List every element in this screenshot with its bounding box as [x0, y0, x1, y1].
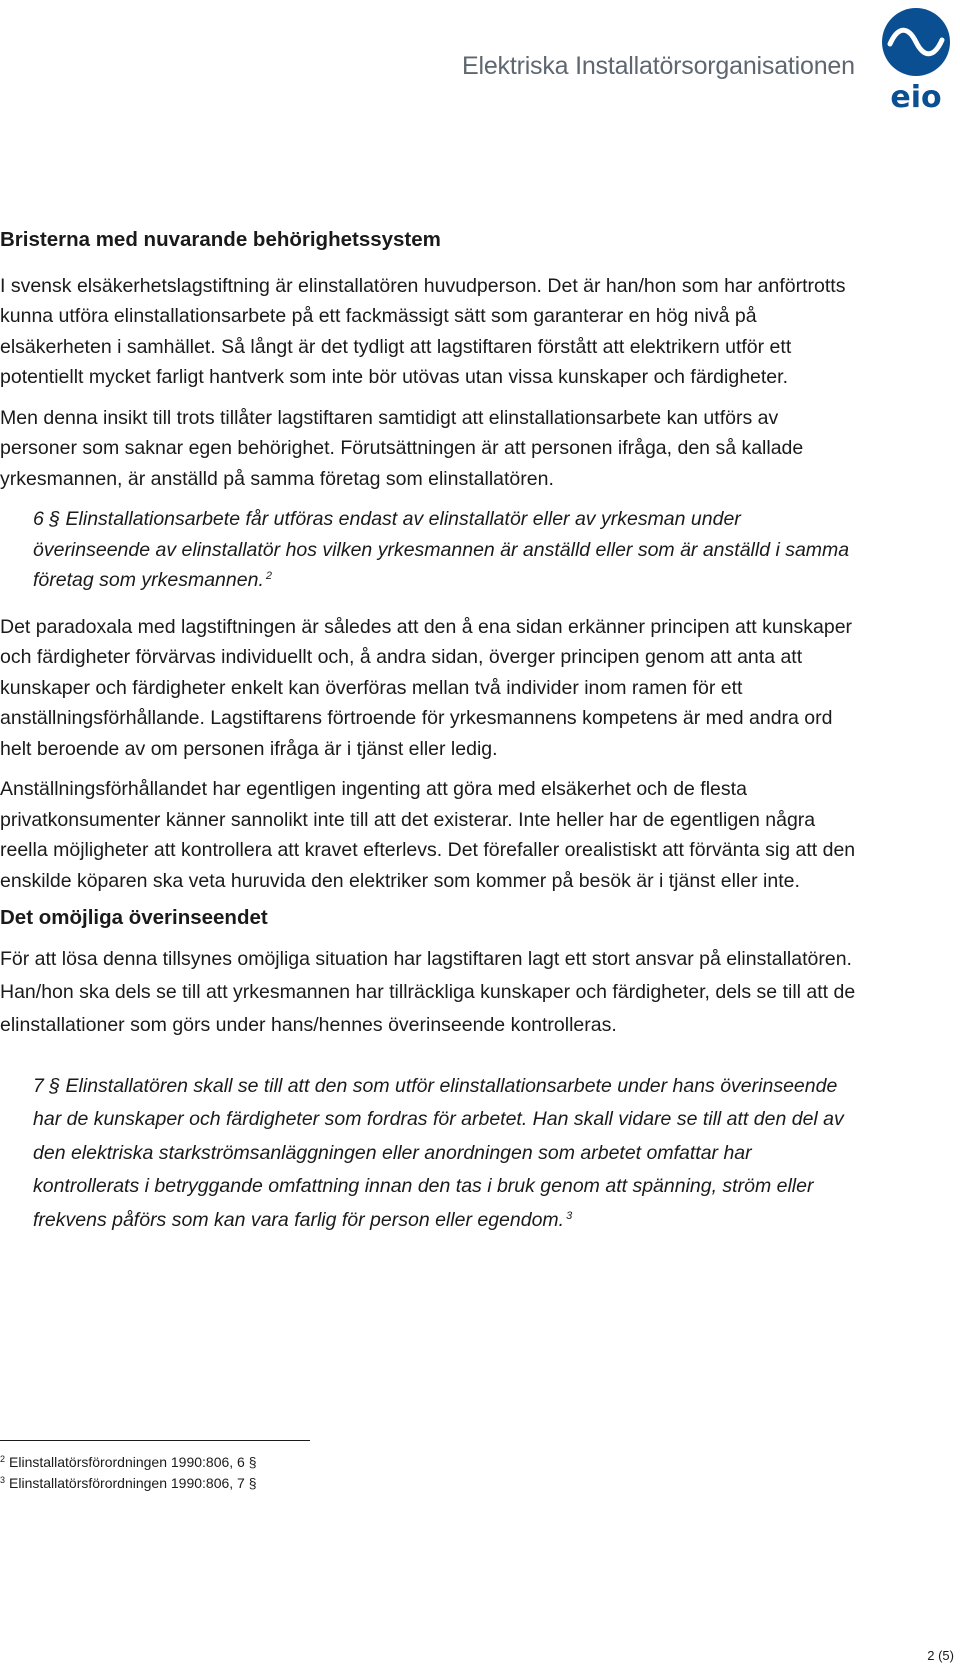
section-heading: Bristerna med nuvarande behörighetssystem	[0, 228, 441, 251]
quote-text: 6 § Elinstallationsarbete får utföras endast av elinstallatör eller av yrkesman under överinseende av elinstallatör hos vilken yrkesmannen är anställd eller som är anställd i samma företag som yrkesmannen.	[33, 508, 850, 592]
footnote-divider	[0, 1440, 310, 1441]
organization-name: Elektriska Installatörsorganisationen	[462, 52, 855, 80]
paragraph: Anställningsförhållandet har egentligen ingenting att göra med elsäkerhet och de flesta privatkonsumenter känner sannolikt inte till att det existerar. Inte heller har de egentligen några reella möjligheter att kontrollera att kravet efterlevs. Det förefaller orealistiskt att förvänta sig att den enskilde köparen ska veta huruvida den elektriker som kommer på besök är i tjänst eller inte.	[0, 778, 856, 892]
paragraph: I svensk elsäkerhetslagstiftning är elinstallatören huvudperson. Det är han/hon som har anförtrotts kunna utföra elinstallationsarbete på ett fackmässigt sätt som garanterar en hög nivå på elsäkerheten i samhället. Så långt är det tydligt att lagstiftaren förstått att elektrikern utför ett potentiellt mycket farligt hantverk som inte bör utövas utan vissa kunskaper och färdigheter.	[0, 274, 846, 389]
paragraph: Men denna insikt till trots tillåter lagstiftaren samtidigt att elinstallationsarbete kan utförs av personer som saknar egen behörighet. Förutsättningen är att personen ifråga, den så kallade yrkesmannen, är anställd på samma företag som elinstallatören.	[0, 406, 804, 490]
footnotes	[0, 1452, 257, 1494]
footnote-reference: 2	[265, 570, 272, 583]
page-number: 2 (5)	[927, 1648, 954, 1663]
document-body	[0, 228, 860, 1253]
quote-text: 7 § Elinstallatören skall se till att den som utför elinstallationsarbete under hans överinseende har de kunskaper och färdigheter som fordras för arbetet. Han skall vidare se till att den del av den elektriska starkströmsanläggningen eller anordningen som arbetet omfattar har kontrollerats i betryggande omfattning innan den tas i bruk genom att spänning, ström eller frekvens påförs som kan vara farlig för person eller egendom.	[33, 1074, 844, 1231]
section-heading: Det omöjliga överinseendet	[0, 906, 268, 930]
footnote-text: Elinstallatörsförordningen 1990:806, 6 §	[9, 1454, 257, 1470]
paragraph: För att lösa denna tillsynes omöjliga situation har lagstiftaren lagt ett stort ansvar på elinstallatören. Han/hon ska dels se till att yrkesmannen har tillräckliga kunskaper och färdigheter, dels se till att de elinstallationer som görs under hans/hennes överinseende kontrolleras.	[0, 947, 856, 1036]
legal-quote	[33, 504, 860, 596]
footnote-text: Elinstallatörsförordningen 1990:806, 7 §	[9, 1475, 257, 1491]
footnote-reference: 3	[566, 1209, 573, 1222]
logo-wordmark: eio	[890, 80, 942, 114]
footnote	[0, 1473, 257, 1494]
legal-quote	[33, 1070, 860, 1238]
eio-logo	[880, 4, 952, 114]
footnote	[0, 1452, 257, 1473]
footnote-number: 2	[0, 1454, 6, 1464]
paragraph: Det paradoxala med lagstiftningen är således att den å ena sidan erkänner principen att kunskaper och färdigheter förvärvas individuellt och, å andra sidan, överger principen genom att anta att kunskaper och färdigheter enkelt kan överföras mellan två individer inom ramen för ett anställningsförhållande. Lagstiftarens förtroende för yrkesmannens kompetens är med andra ord helt beroende av om personen ifråga är i tjänst eller ledig.	[0, 615, 853, 760]
footnote-number: 3	[0, 1475, 6, 1485]
